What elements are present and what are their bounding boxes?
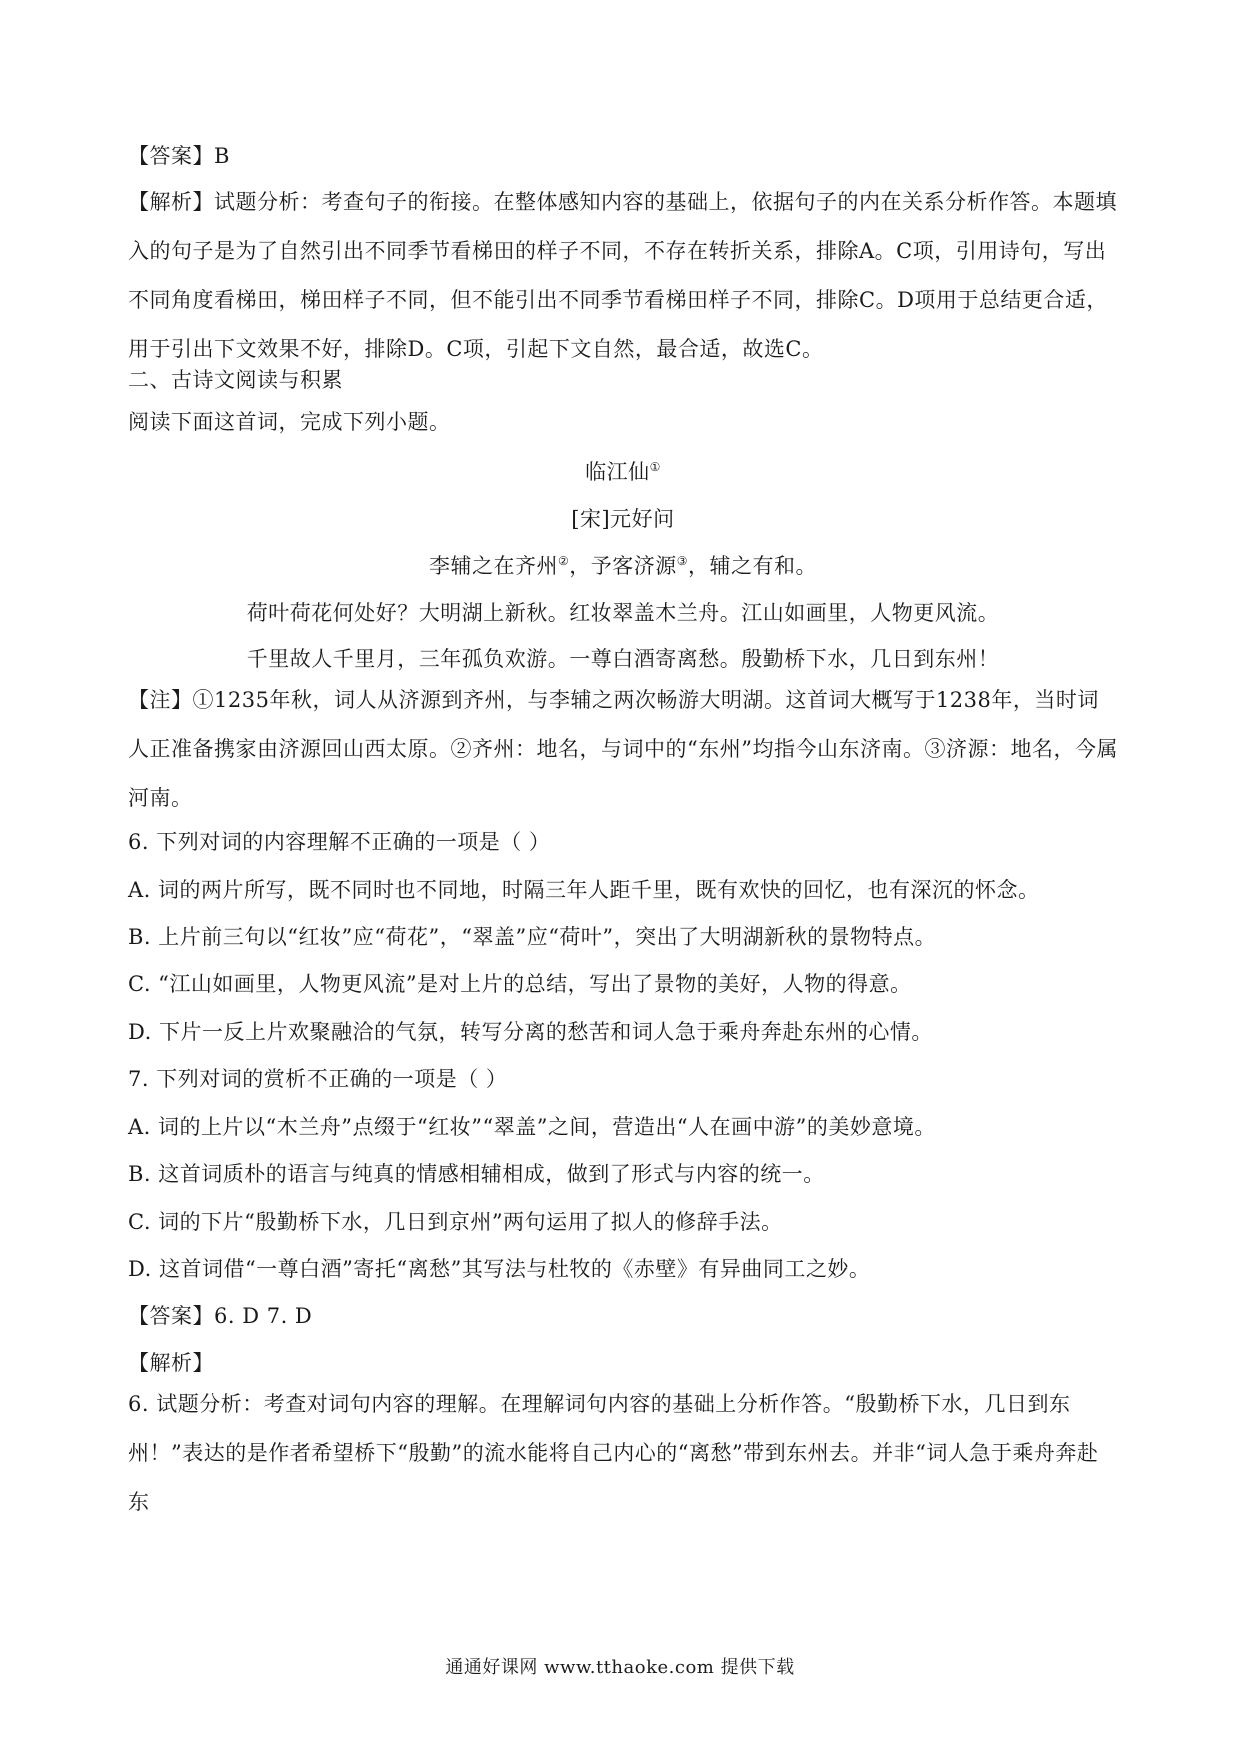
preface-text: 李辅之在齐州 <box>428 554 558 578</box>
poem-title-text: 临江仙 <box>585 460 650 484</box>
page-footer: 通通好课网 www.tthaoke.com 提供下载 <box>445 1657 795 1678</box>
footnote-mark: ③ <box>676 554 689 568</box>
answer-label: 【答案】B <box>128 144 230 168</box>
poem-note: 【注】①1235年秋，词人从济源到齐州，与李辅之两次畅游大明湖。这首词大概写于1238年，当时词人正准备携家由济源回山西太原。②齐州：地名，与词中的“东州”均指今山东济南。③济源：地名，今属河南。 <box>128 688 1118 810</box>
poem-title <box>128 456 1118 488</box>
analysis-title: 【解析】 <box>128 1351 214 1375</box>
reading-instruction: 阅读下面这首词，完成下列小题。 <box>128 410 451 434</box>
footnote-mark: ② <box>557 554 570 568</box>
question-6-option-b: B. 上片前三句以“红妆”应“荷花”，“翠盖”应“荷叶”，突出了大明湖新秋的景物特点。 <box>128 925 937 949</box>
question-7-option-d: D. 这首词借“一尊白酒”寄托“离愁”其写法与杜牧的《赤壁》有异曲同工之妙。 <box>128 1257 871 1281</box>
question-7-option-a: A. 词的上片以“木兰舟”点缀于“红妆”“翠盖”之间，营造出“人在画中游”的美妙意境。 <box>128 1115 936 1139</box>
preface-text: ，辅之有和。 <box>688 554 818 578</box>
question-6-option-a: A. 词的两片所写，既不同时也不同地，时隔三年人距千里，既有欢快的回忆，也有深沉的怀念。 <box>128 878 1040 902</box>
question-6-stem: 6. 下列对词的内容理解不正确的一项是（ ） <box>128 830 551 854</box>
analysis-paragraph-2: 6. 试题分析：考查对词句内容的理解。在理解词句内容的基础上分析作答。“殷勤桥下水，几日到东州！”表达的是作者希望桥下“殷勤”的流水能将自己内心的“离愁”带到东州去。并非“词人急于乘舟奔赴东 <box>128 1392 1099 1514</box>
answer-label-2: 【答案】6. D 7. D <box>128 1304 313 1328</box>
question-7-stem: 7. 下列对词的赏析不正确的一项是（ ） <box>128 1067 508 1091</box>
section-title: 二、古诗文阅读与积累 <box>128 368 343 392</box>
question-6-option-c: C. “江山如画里，人物更风流”是对上片的总结，写出了景物的美好，人物的得意。 <box>128 972 912 996</box>
poem-author: [宋]元好问 <box>571 507 675 531</box>
analysis-paragraph: 【解析】试题分析：考查句子的衔接。在整体感知内容的基础上，依据句子的内在关系分析作答。本题填入的句子是为了自然引出不同季节看梯田的样子不同，不存在转折关系，排除A。C项，引用诗句，写出不同角度看梯田，梯田样子不同，但不能引出不同季节看梯田样子不同，排除C。D项用于总结更合适，用于引出下文效果不好，排除D。C项，引起下文自然，最合适，故选C。 <box>128 190 1117 361</box>
poem-line-2: 千里故人千里月，三年孤负欢游。一尊白酒寄离愁。殷勤桥下水，几日到东州！ <box>246 647 1000 671</box>
question-7-option-c: C. 词的下片“殷勤桥下水，几日到京州”两句运用了拟人的修辞手法。 <box>128 1210 783 1234</box>
question-6-option-d: D. 下片一反上片欢聚融洽的气氛，转写分离的愁苦和词人急于乘舟奔赴东州的心情。 <box>128 1020 933 1044</box>
poem-preface <box>128 550 1118 582</box>
preface-text: ，予客济源 <box>569 554 677 578</box>
question-7-option-b: B. 这首词质朴的语言与纯真的情感相辅相成，做到了形式与内容的统一。 <box>128 1162 825 1186</box>
footnote-mark: ① <box>649 460 661 474</box>
poem-line-1: 荷叶荷花何处好？大明湖上新秋。红妆翠盖木兰舟。江山如画里，人物更风流。 <box>246 601 1000 625</box>
